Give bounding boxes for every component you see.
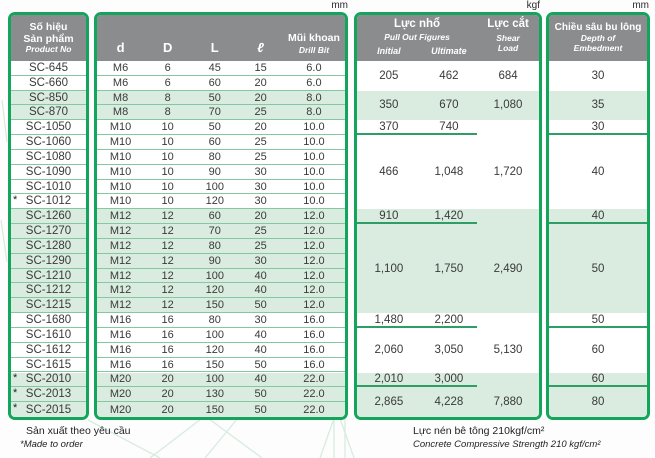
table-row-product (11, 91, 86, 106)
dim-D: 20 (161, 388, 174, 401)
embedment-cells (549, 61, 647, 417)
dim-L: 80 (208, 314, 221, 327)
col-header-d: d (116, 40, 125, 55)
dim-L: 100 (205, 373, 224, 386)
dim-D: 12 (161, 210, 174, 223)
dim-L: 45 (208, 61, 221, 74)
dim-l: 20 (254, 91, 267, 104)
product-no: SC-2015 (25, 403, 72, 416)
embedment-depth-value: 60 (549, 372, 647, 387)
product-header-vi-line2: Sản phẩm (23, 33, 74, 46)
product-no: SC-1612 (25, 343, 72, 356)
table-row-product (11, 358, 86, 373)
dim-drill: 12.0 (303, 269, 325, 282)
footnote-made-to-order (20, 425, 131, 451)
dim-drill: 16.0 (303, 343, 325, 356)
dim-drill: 6.0 (306, 76, 322, 89)
shear-load-value: 1,720 (493, 166, 523, 179)
dim-D: 6 (164, 76, 171, 89)
dim-l: 40 (254, 269, 267, 282)
pullout-ultimate-value: 2,200 (421, 313, 477, 328)
dim-L: 80 (208, 150, 221, 163)
product-no: SC-2010 (25, 373, 72, 386)
table-row-dimensions (97, 91, 345, 106)
dim-l: 50 (254, 299, 267, 312)
dim-D: 12 (161, 299, 174, 312)
embedment-depth-value: 35 (591, 99, 605, 112)
product-no: SC-1610 (25, 328, 72, 341)
product-no: SC-1280 (25, 239, 72, 252)
dim-L: 120 (205, 284, 224, 297)
dim-drill: 12.0 (303, 210, 325, 223)
dim-drill: 8.0 (306, 91, 322, 104)
pullout-initial-value: 1,100 (374, 262, 404, 275)
dim-d: M12 (109, 225, 132, 238)
dim-d: M10 (109, 180, 132, 193)
pullout-ultimate-value: 1,048 (434, 166, 464, 179)
dim-D: 10 (161, 121, 174, 134)
table-row-product (11, 402, 86, 417)
pullout-ultimate-value: 4,228 (434, 396, 464, 409)
dim-L: 120 (205, 195, 224, 208)
dim-D: 16 (161, 314, 174, 327)
product-number-rows (11, 61, 86, 417)
load-figures-header (357, 15, 539, 61)
dim-l: 25 (254, 150, 267, 163)
dim-d: M6 (112, 76, 129, 89)
col-header-L: L (210, 40, 219, 55)
footnote-concrete-strength (413, 425, 600, 451)
dim-drill: 10.0 (303, 150, 325, 163)
dim-l: 30 (254, 254, 267, 267)
dim-l: 30 (254, 314, 267, 327)
dim-drill: 22.0 (303, 403, 325, 416)
dim-L: 150 (205, 299, 224, 312)
product-no: SC-1290 (25, 254, 72, 267)
table-row-dimensions (97, 150, 345, 165)
pullout-initial-value: 2,060 (374, 344, 404, 357)
dim-drill: 12.0 (303, 225, 325, 238)
pullout-ultimate-value: 670 (439, 99, 459, 112)
dim-d: M8 (112, 91, 129, 104)
product-no: SC-850 (29, 91, 68, 104)
shear-load-value: 2,490 (493, 262, 523, 275)
dim-D: 12 (161, 225, 174, 238)
table-row-dimensions (97, 269, 345, 284)
table-row-dimensions (97, 194, 345, 209)
pullout-ultimate-value: 1,420 (421, 209, 477, 224)
dim-D: 10 (161, 150, 174, 163)
table-row-dimensions (97, 224, 345, 239)
dimensions-columns (94, 12, 348, 420)
table-row-dimensions (97, 328, 345, 343)
table-row-dimensions (97, 372, 345, 387)
unit-label-kgf: kgf (526, 0, 540, 11)
unit-label-mm-depth: mm (632, 0, 649, 11)
dim-l: 20 (254, 210, 267, 223)
product-no: SC-1080 (25, 150, 72, 163)
product-number-header (11, 15, 86, 61)
embedment-depth-value: 40 (591, 166, 605, 179)
table-row-dimensions (97, 298, 345, 313)
dim-L: 120 (205, 343, 224, 356)
dim-L: 60 (208, 210, 221, 223)
table-row-dimensions (97, 135, 345, 150)
product-no: SC-1260 (25, 210, 72, 223)
pullout-initial-value: 910 (357, 209, 421, 224)
table-row-product (11, 209, 86, 224)
table-row-dimensions (97, 105, 345, 120)
drill-bit-header-en: Drill Bit (298, 44, 330, 55)
embedment-header-en-line1: Depth of (580, 32, 616, 43)
dim-drill: 10.0 (303, 180, 325, 193)
footnote-left-en: *Made to order (20, 438, 83, 450)
shear-load-value: 5,130 (493, 344, 523, 357)
dim-d: M8 (112, 106, 129, 119)
pullout-initial-header: Initial (377, 46, 401, 56)
dim-D: 16 (161, 343, 174, 356)
table-row-product (11, 239, 86, 254)
table-row-dimensions (97, 76, 345, 91)
dim-l: 30 (254, 180, 267, 193)
dim-l: 40 (254, 284, 267, 297)
dim-D: 16 (161, 328, 174, 341)
dim-D: 8 (164, 91, 171, 104)
dim-l: 50 (254, 403, 267, 416)
table-row-product (11, 283, 86, 298)
dim-l: 50 (254, 388, 267, 401)
dim-drill: 22.0 (303, 373, 325, 386)
dim-L: 90 (208, 254, 221, 267)
pullout-header-en: Pull Out Figures (384, 32, 450, 42)
pullout-header-vi: Lực nhổ (394, 18, 441, 30)
made-to-order-asterisk: * (13, 387, 18, 400)
dim-d: M10 (109, 195, 132, 208)
table-row-dimensions (97, 120, 345, 135)
dim-d: M10 (109, 136, 132, 149)
dim-d: M16 (109, 328, 132, 341)
dim-l: 15 (254, 61, 267, 74)
dim-drill: 10.0 (303, 165, 325, 178)
dim-D: 12 (161, 269, 174, 282)
dim-D: 12 (161, 284, 174, 297)
table-row-product (11, 328, 86, 343)
dim-drill: 16.0 (303, 314, 325, 327)
product-no: SC-1680 (25, 314, 72, 327)
dim-d: M12 (109, 210, 132, 223)
product-header-en: Product No (25, 44, 72, 55)
footnote-right-vi: Lực nén bê tông 210kgf/cm² (413, 425, 545, 437)
dim-drill: 12.0 (303, 239, 325, 252)
dim-drill: 12.0 (303, 254, 325, 267)
dim-D: 8 (164, 106, 171, 119)
dim-L: 60 (208, 136, 221, 149)
embedment-depth-value: 80 (591, 396, 605, 409)
dim-d: M12 (109, 254, 132, 267)
dim-L: 50 (208, 91, 221, 104)
embedment-depth-value: 40 (549, 209, 647, 224)
table-row-dimensions (97, 180, 345, 195)
table-row-product (11, 180, 86, 195)
dim-d: M12 (109, 284, 132, 297)
dim-d: M12 (109, 239, 132, 252)
table-row-product (11, 343, 86, 358)
product-no: SC-1012 (25, 195, 72, 208)
table-row-product (11, 76, 86, 91)
dim-D: 6 (164, 61, 171, 74)
product-no: SC-1270 (25, 225, 72, 238)
dim-drill: 6.0 (306, 61, 322, 74)
shear-header-vi: Lực cắt (487, 18, 529, 30)
embedment-depth-value: 50 (591, 262, 605, 275)
pullout-initial-value: 350 (379, 99, 399, 112)
shear-load-value: 7,880 (493, 396, 523, 409)
table-row-product (11, 387, 86, 402)
dim-D: 10 (161, 165, 174, 178)
shear-header-en-line1: Shear (496, 33, 520, 43)
table-row-dimensions (97, 209, 345, 224)
pullout-initial-value: 2,865 (374, 396, 404, 409)
pullout-ultimate-value: 3,050 (434, 344, 464, 357)
product-no: SC-1212 (25, 284, 72, 297)
drill-bit-header-vi: Mũi khoan (287, 32, 340, 45)
dim-d: M20 (109, 388, 132, 401)
dim-l: 25 (254, 136, 267, 149)
col-header-D: D (162, 40, 173, 55)
product-no: SC-645 (29, 61, 68, 74)
table-row-dimensions (97, 358, 345, 373)
embedment-depth-value: 30 (591, 69, 605, 82)
made-to-order-asterisk: * (13, 194, 18, 207)
product-no: SC-1060 (25, 136, 72, 149)
dim-l: 25 (254, 239, 267, 252)
dim-d: M10 (109, 121, 132, 134)
dim-L: 150 (205, 358, 224, 371)
table-row-product (11, 269, 86, 284)
dim-D: 16 (161, 358, 174, 371)
dim-L: 80 (208, 239, 221, 252)
unit-label-mm-dimensions: mm (331, 0, 348, 11)
embedment-column (546, 12, 650, 420)
dim-l: 25 (254, 225, 267, 238)
dim-L: 100 (205, 180, 224, 193)
shear-load-value: 1,080 (493, 99, 523, 112)
dim-L: 150 (205, 403, 224, 416)
embedment-depth-value: 50 (549, 313, 647, 328)
table-row-product (11, 224, 86, 239)
embedment-header-vi: Chiều sâu bu lông (554, 22, 642, 34)
pullout-ultimate-value: 740 (421, 120, 477, 135)
embedment-depth-value: 30 (549, 120, 647, 135)
table-row-dimensions (97, 165, 345, 180)
dim-d: M16 (109, 314, 132, 327)
dim-d: M12 (109, 299, 132, 312)
dim-l: 20 (254, 76, 267, 89)
product-no: SC-1050 (25, 121, 72, 134)
dim-l: 40 (254, 343, 267, 356)
product-no: SC-2013 (25, 388, 72, 401)
dim-D: 10 (161, 195, 174, 208)
table-row-dimensions (97, 283, 345, 298)
dim-d: M20 (109, 373, 132, 386)
table-row-dimensions (97, 343, 345, 358)
product-no: SC-1010 (25, 180, 72, 193)
pullout-ultimate-value: 3,000 (421, 372, 477, 387)
table-row-product (11, 150, 86, 165)
table-row-product (11, 254, 86, 269)
pullout-initial-value: 2,010 (357, 372, 421, 387)
table-row-dimensions (97, 61, 345, 76)
load-figures-cells (357, 61, 539, 417)
dim-L: 70 (208, 225, 221, 238)
dim-L: 60 (208, 76, 221, 89)
dim-l: 25 (254, 106, 267, 119)
embedment-header (549, 15, 647, 61)
col-header-drill-bit (283, 32, 345, 55)
made-to-order-asterisk: * (13, 372, 18, 385)
dim-l: 20 (254, 121, 267, 134)
shear-header-en-line2: Load (497, 43, 519, 53)
dim-drill: 10.0 (303, 195, 325, 208)
product-no: SC-1215 (25, 299, 72, 312)
footnote-left-vi: Sản xuất theo yêu cầu (26, 425, 131, 437)
dim-drill: 8.0 (306, 106, 322, 119)
pullout-ultimate-header: Ultimate (431, 46, 467, 56)
table-row-dimensions (97, 402, 345, 417)
dimensions-header (97, 15, 345, 61)
pullout-initial-value: 1,480 (357, 313, 421, 328)
dimensions-rows (97, 61, 345, 417)
dim-drill: 16.0 (303, 358, 325, 371)
product-no: SC-1615 (25, 358, 72, 371)
table-row-product (11, 194, 86, 209)
dim-l: 30 (254, 165, 267, 178)
embedment-depth-value: 60 (591, 344, 605, 357)
dim-l: 50 (254, 358, 267, 371)
product-header-vi-line1: Số hiệu (29, 21, 68, 34)
col-header-l: ℓ (257, 40, 264, 55)
table-row-dimensions (97, 387, 345, 402)
dim-D: 12 (161, 254, 174, 267)
table-row-dimensions (97, 239, 345, 254)
dim-drill: 12.0 (303, 284, 325, 297)
dim-L: 100 (205, 328, 224, 341)
table-row-product (11, 105, 86, 120)
product-no: SC-1090 (25, 165, 72, 178)
dim-d: M10 (109, 165, 132, 178)
product-no: SC-870 (29, 106, 68, 119)
dim-d: M12 (109, 269, 132, 282)
dim-d: M16 (109, 343, 132, 356)
dim-d: M16 (109, 358, 132, 371)
pullout-ultimate-value: 462 (439, 69, 459, 82)
dim-drill: 12.0 (303, 299, 325, 312)
table-row-product (11, 120, 86, 135)
dim-l: 40 (254, 373, 267, 386)
table-row-dimensions (97, 254, 345, 269)
dim-drill: 16.0 (303, 328, 325, 341)
dim-D: 20 (161, 403, 174, 416)
dim-drill: 10.0 (303, 121, 325, 134)
shear-load-value: 684 (498, 69, 518, 82)
table-row-product (11, 313, 86, 328)
dim-D: 12 (161, 239, 174, 252)
table-row-product (11, 298, 86, 313)
table-row-product (11, 135, 86, 150)
dim-D: 10 (161, 180, 174, 193)
dim-drill: 10.0 (303, 136, 325, 149)
dim-drill: 22.0 (303, 388, 325, 401)
dim-d: M10 (109, 150, 132, 163)
dim-D: 10 (161, 136, 174, 149)
dim-L: 90 (208, 165, 221, 178)
table-row-product (11, 165, 86, 180)
dim-l: 40 (254, 328, 267, 341)
dim-L: 70 (208, 106, 221, 119)
pullout-initial-value: 205 (379, 69, 399, 82)
embedment-header-en-line2: Embedment (573, 42, 623, 53)
dim-D: 20 (161, 373, 174, 386)
pullout-initial-value: 466 (379, 166, 399, 179)
product-no: SC-1210 (25, 269, 72, 282)
load-figures-columns (354, 12, 542, 420)
dim-d: M20 (109, 403, 132, 416)
table-row-product (11, 61, 86, 76)
table-row-product (11, 372, 86, 387)
dim-l: 30 (254, 195, 267, 208)
pullout-initial-value: 370 (357, 120, 421, 135)
product-number-column (8, 12, 89, 420)
dim-L: 100 (205, 269, 224, 282)
table-row-dimensions (97, 313, 345, 328)
dim-L: 130 (205, 388, 224, 401)
made-to-order-asterisk: * (13, 402, 18, 415)
dim-d: M6 (112, 61, 129, 74)
pullout-ultimate-value: 1,750 (434, 262, 464, 275)
footnote-right-en: Concrete Compressive Strength 210 kgf/cm² (413, 438, 601, 450)
dim-L: 50 (208, 121, 221, 134)
product-no: SC-660 (29, 76, 68, 89)
